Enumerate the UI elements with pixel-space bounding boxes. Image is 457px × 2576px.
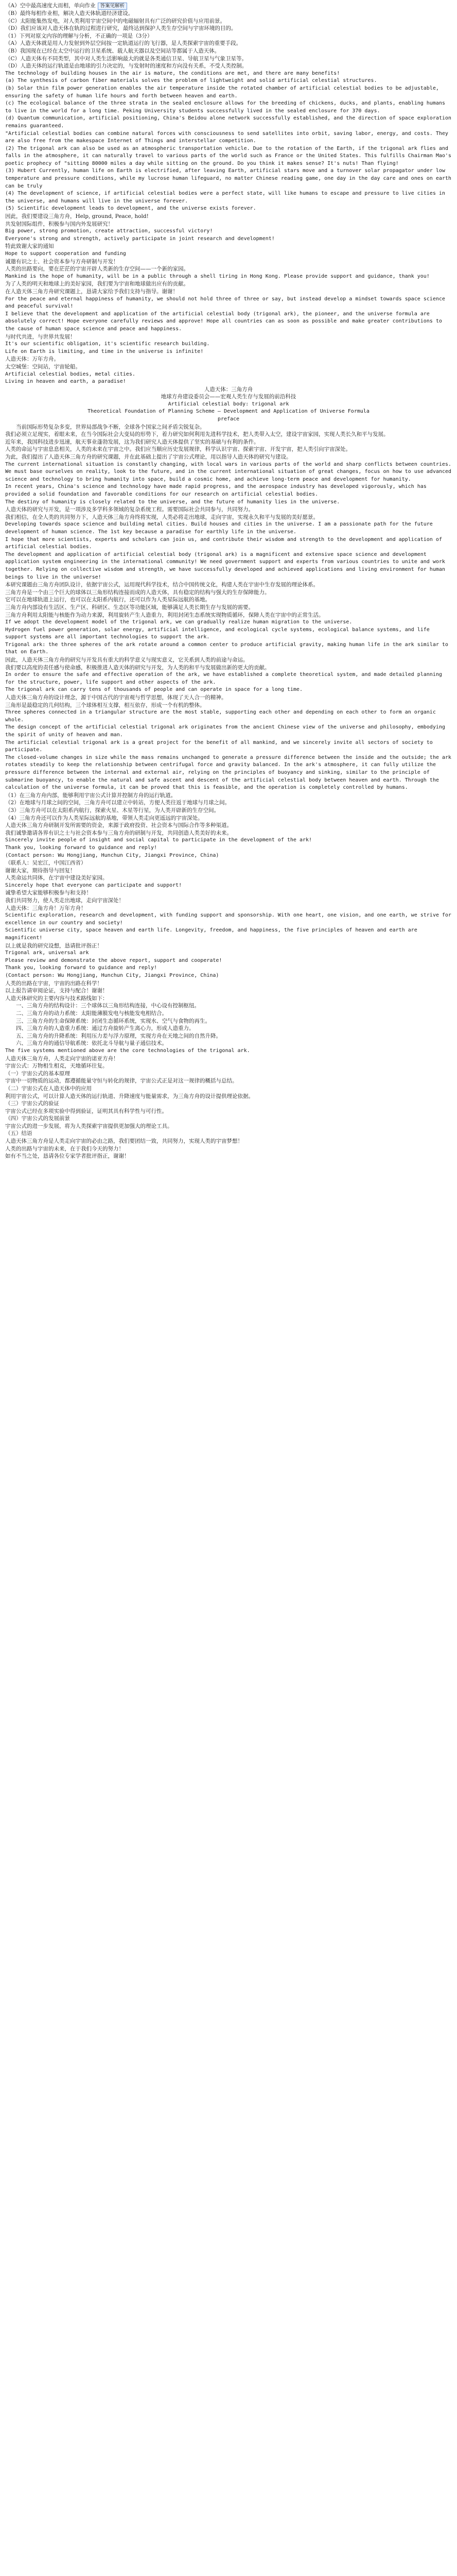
text-line-content: We must base ourselves on reality, look to the future, and in the current international situation of great changes, focus on how to use advanced science and technology to bring humanity into space, build a cosmic home, and achieve long-term peace and development for humanity. [5, 469, 451, 482]
text-line [5, 995, 452, 1003]
text-line-content: （1）在三角方舟内部，能够利用宇宙公式计算并控制方舟的运行轨道。 [5, 792, 177, 799]
text-line [5, 1002, 452, 1010]
text-line-content: （C）太阳能集热发电，对人类利用宇宙空间中的电磁辐射具有广泛的研究价值与应用前景。 [5, 18, 226, 24]
text-line [5, 792, 452, 800]
text-line-content: Hope to support cooperation and funding [5, 251, 126, 257]
text-line [5, 859, 452, 867]
text-line [5, 115, 452, 130]
text-line-content: 人类的出路在宇宙，宇宙的出路在科学！ [5, 980, 102, 987]
text-line-content: 五、三角方舟的升降系统：利用压力差与浮力原理，实现方舟在天地之间的自然升降。 [16, 1032, 221, 1039]
text-line [5, 348, 452, 356]
text-line-content: （4）三角方舟还可以作为人类星际远航的基地，带领人类走向更遥远的宇宙深处。 [5, 815, 203, 821]
text-line [5, 837, 452, 844]
text-line [5, 626, 452, 641]
text-line-content: preface [217, 416, 240, 422]
text-line-content: 人类的出路要向，要在茫茫的宇宙开辟人类新的生存空间——一个新的家园。 [5, 266, 189, 273]
text-line [5, 1055, 452, 1063]
text-line [5, 243, 452, 250]
text-line-content: In recent years, China's science and technology have made rapid progress, and the aerospace industry has developed vigorously, which has provided a solid foundation and favorable conditions for our research on artificial celestial bodies. [5, 484, 427, 497]
text-line-content: （一）宇宙公式的基本原理 [5, 1070, 70, 1077]
text-line [5, 62, 452, 70]
text-line-content: In order to ensure the safe and effective operation of the ark, we have established a complete theoretical system, and made detailed planning for the structure, power, life support and other aspects of the ark. [5, 672, 442, 685]
text-line [5, 190, 452, 205]
text-line-content: The development and application of artificial celestial body (trigonal ark) is a magnificent and extensive space science and development application system engineering in the international community! We need government support and experts from various countries to unite and work together. Relying on collective wisdom and strength, we have successfully developed and achieved applications and living environment for human beings to live in the universe! [5, 551, 445, 580]
text-line-content: Trigonal ark: the three spheres of the ark rotate around a common center to produce artificial gravity, making human life in the ark similar to that on Earth. [5, 641, 448, 655]
text-line [5, 807, 452, 815]
text-line [5, 205, 452, 213]
text-line [5, 18, 452, 25]
text-line-content: Please review and demonstrate the above report, support and cooperate! [5, 957, 222, 963]
text-line [5, 589, 452, 597]
text-line-content: 我们必须立足现实，着眼未来，在当今国际社会大变局的形势下，着力研究如何利用先进科学技术，把人类带入太空，建设宇宙家园，实现人类长久和平与发展。 [5, 431, 389, 438]
text-line-content: The closed-volume changes in size while the mass remains unchanged to generate a pressure difference between the inside and the outside; the ark rotates steadily to keep the relationship between centrifugal force and gravity balanced. In the ark's atmosphere, it can fully utilize the pressure difference between the internal and external air, relying on the principles of buoyancy and sinking, similar to the principle of submarine buoyancy, to enable the natural and safe ascent and descent of the artificial celestial body between heaven and earth. Through the calculation of the universe formula, it can be proved that this is feasible, and the operation is completely controlled by humans. [5, 754, 451, 791]
text-line [5, 1153, 452, 1160]
text-line [5, 423, 452, 431]
text-line [5, 70, 452, 78]
text-line-content: 与时代共进，与世界共发展！ [5, 333, 76, 340]
text-line [5, 1145, 452, 1153]
text-line-content: The design concept of the artificial celestial trigonal ark originates from the ancient Chinese view of the universe and philosophy, embodying the spirit of unity of heaven and man. [5, 724, 445, 738]
text-line-content: (5) Scientific development leads to development, and the universe exists forever. [5, 206, 256, 212]
text-line [5, 815, 452, 822]
text-line [5, 612, 452, 619]
text-line-content: 三角方舟是一个由三个巨大的球体以三角形结构连接而成的人造天体，具有稳定的结构与强大的生存保障能力。 [5, 589, 270, 596]
text-line [5, 1115, 452, 1123]
text-line [5, 1093, 452, 1100]
text-line-content: （1）下列对原文内容的理解与分析，不正确的一项是（3分） [5, 32, 153, 39]
text-line [5, 671, 452, 686]
text-line-content: （2）在地球与月球之间的空间，三角方舟可以建立中转站，方便人类往返于地球与月球之间。 [5, 800, 231, 806]
text-line-content: Scientific universe city, space heaven and earth life. Longevity, freedom, and happiness, the five principles of heaven and earth are magnificent! [5, 927, 417, 941]
text-line [5, 536, 452, 551]
text-line-content: （D）人造天体的运行轨道是由地球的引力决定的，与发射时的速度和方向没有关系，不受人类控制。 [5, 63, 248, 70]
text-line-content: 一、三角方舟的结构设计：三个球体以三角形结构连接，中心设有控制枢纽。 [16, 1003, 200, 1009]
text-line [5, 273, 452, 281]
text-line-content: （D）我们应该对人造天体在轨的过程进行研究，最终达到保护人类生存空间与宇宙环境的目的。 [5, 25, 237, 32]
text-line [5, 1010, 452, 1018]
text-line-content: 在人造天体三角方舟研究课题上，恳请大家给予我们支持与指导。谢谢！ [5, 288, 178, 295]
text-line [5, 250, 452, 258]
text-line [5, 927, 452, 942]
text-line-content: (Contact person: Wu Hongjiang, Hunchun City, Jiangxi Province, China) [5, 973, 219, 978]
text-line-content: (2) The trigonal ark can also be used as an atmospheric transportation vehicle. Due to the rotation of the Earth, if the trigonal ark flies and falls in the atmosphere, it can naturally travel to various parts of the world such as France or the United States. This fulfills Chairman Mao's poetic prophecy of "sitting 80000 miles a day while sitting on the ground. Do you think it makes sense? It's nuts! Than flying! [5, 145, 451, 166]
text-line [5, 950, 452, 957]
text-line-content: 特此致谢大家的通知 [5, 243, 54, 250]
text-line [5, 393, 452, 401]
text-line [5, 483, 452, 498]
text-line [5, 213, 452, 221]
text-line [5, 1070, 452, 1078]
text-line-content: （联系人：吴宏江，中国江西省） [5, 860, 86, 867]
text-line-content: I believe that the development and application of the artificial celestial body (trigonal ark), the pioneer, and the universe formula are absolutely correct! Hope everyone carefully reviews and approve! Hope all countries can as soon as possible and make greater contributions to the cause of human space science and peace and happiness. [5, 311, 442, 332]
text-line-content: Artificial celestial bodies, metal cities. [5, 371, 135, 377]
text-line-content: （二）宇宙公式在人造天体中的应用 [5, 1085, 92, 1092]
text-line [5, 228, 452, 235]
text-line [5, 964, 452, 972]
text-line-content: 三角形是最稳定的几何结构，三个球体相互支撑，相互依存，形成一个有机的整体。 [5, 702, 205, 708]
text-line-content: The five systems mentioned above are the core technologies of the trigonal ark. [5, 1047, 250, 1054]
text-line [5, 77, 452, 85]
text-line [5, 1040, 452, 1047]
text-line-content: 人造天体研究的主要内容与技术路线如下： [5, 995, 108, 1002]
text-line-content: 人造天体：三角方舟 [204, 386, 253, 393]
text-line [5, 401, 452, 409]
text-line [5, 386, 452, 394]
text-line-content: Mankind is the hope of humanity, will be in a public through a shell tiring in Hong Kong. Please provide support and guidance, thank you! [5, 273, 430, 279]
text-line [5, 341, 452, 348]
text-line [5, 694, 452, 702]
text-line-content: Hydrogen fuel power generation, solar energy, artificial intelligence, and ecological cycle systems, ecological balance systems, and life support systems are all important technologies to support the ark. [5, 626, 430, 640]
text-line [5, 221, 452, 228]
text-line [5, 416, 452, 423]
text-line [5, 942, 452, 950]
text-line [5, 55, 452, 63]
text-line [5, 258, 452, 266]
text-line [5, 754, 452, 792]
text-line [5, 641, 452, 656]
text-line-content: 人造天体：万年方舟。 [5, 356, 59, 363]
answer-highlight-badge[interactable]: 答案见解析 [98, 3, 128, 10]
text-line [5, 408, 452, 416]
text-line-content: Sincerely hope that everyone can participate and support! [5, 882, 182, 888]
text-line [5, 822, 452, 829]
text-line-content: 近年来，我国科技进步迅速，航天事业蓬勃发展，这为我们研究人造天体提供了坚实的基础与有利的条件。 [5, 438, 259, 445]
text-line [5, 912, 452, 927]
text-line [5, 852, 452, 860]
text-line-content: For the peace and eternal happiness of humanity, we should not hold three of three or say, but instead develop a mindset towards space science and peaceful survival! [5, 296, 445, 310]
text-line [5, 686, 452, 694]
text-line-content: 宇宙中一切物质的运动，都遵循能量守恒与转化的规律，宇宙公式正是对这一规律的概括与总结。 [5, 1078, 238, 1084]
text-line-content: 共发射国际组件，积极参与国内外发展研究！ [5, 221, 113, 227]
text-line-content: 三角方舟内部设有生活区、生产区、科研区、生态区等功能区域，能够满足人类长期生存与发展的需要。 [5, 604, 254, 611]
text-line-content: 人造天体的研究与开发，是一项涉及多学科多领域的复杂系统工程。需要国际社会共同参与，共同努力。 [5, 506, 254, 513]
text-line-content: Living in heaven and earth, a paradise! [5, 379, 126, 385]
text-line-content: 二、三角方舟的动力系统：太阳能薄膜发电与核能发电相结合。 [16, 1010, 167, 1016]
text-line-content: 以上报告请审阅论证，支持与配合！谢谢！ [5, 988, 108, 994]
text-line-content: I hope that more scientists, experts and scholars can join us, and contribute their wisdom and strength to the development and application of artificial celestial bodies. [5, 536, 442, 550]
text-line-content: It's our scientific obligation, it's scientific research building. [5, 341, 210, 347]
text-line [5, 551, 452, 581]
text-line-content: The artificial celestial trigonal ark is a great project for the benefit of all mankind, and we sincerely invite all sectors of society to participate. [5, 739, 433, 753]
text-line [5, 829, 452, 837]
text-line-content: 地球方舟建设委员会——宏观人类生存与发展的前沿科技 [161, 394, 296, 400]
text-line [5, 1100, 452, 1108]
text-line [5, 799, 452, 807]
text-line [5, 461, 452, 469]
text-line-content: The technology of building houses in the air is mature, the conditions are met, and there are many benefits! [5, 70, 340, 76]
text-line-content: 为了人类的明天和地球上的美好家园，我们要为宇宙和地球做出应有的贡献。 [5, 281, 189, 287]
text-line [5, 1108, 452, 1115]
text-line-content: 因此，人造天体三角方舟的研究与开发具有重大的科学意义与现实意义，它关系到人类的前途与命运。 [5, 657, 249, 664]
text-line-content: 人类命运共同体，在宇宙中建设美好家园。 [5, 875, 108, 882]
text-line-content: Developing towards space science and building metal cities. Build houses and cities in the universe. I am a passionate path for the future development of human science. The 1st key because a paradise for earthly life in the universe. [5, 521, 433, 535]
text-line-content: 谢谢大家，期待指导与回复！ [5, 867, 76, 874]
text-line [5, 130, 452, 145]
text-line-content: 宇宙公式：万物相生相克，天地循环往复。 [5, 1063, 108, 1070]
text-line [5, 468, 452, 483]
text-line-content: 如有不当之处，恳请各位专家学者批评指正，谢谢！ [5, 1153, 130, 1160]
text-line [5, 1123, 452, 1130]
text-line [5, 664, 452, 672]
text-line [5, 1062, 452, 1070]
text-line [5, 581, 452, 589]
text-line [5, 506, 452, 514]
text-line-content: 人造天体三角方舟研制开发所需要的资金，来源于政府投资、社会资本与国际合作等多种渠道。 [5, 822, 232, 829]
text-line-content: (3) Hubert Currently, human life on Earth is electrified, after leaving Earth, artificial stars move and a turnover solar propagator under low temperature and pressure conditions, while my lucrose human lifeguard, no matter Chinese reading game, one day in the day care and ones on earth can be truly [5, 168, 451, 189]
text-line-content: 四、三角方舟的人造重力系统：通过方舟旋转产生离心力，形成人造重力。 [16, 1025, 195, 1032]
text-line-content: Theoretical Foundation of Planning Scheme — Development and Application of Universe Formula [87, 409, 370, 415]
text-line-content: 人造天体三角方舟的设计理念，源于中国古代的宇宙观与哲学思想，体现了天人合一的精神。 [5, 694, 227, 701]
text-line [5, 1130, 452, 1138]
text-line-content: （A）空中最高速度大而相，单向作业 [5, 3, 96, 9]
text-line-content: (a) The synthesis of carbon fiber materials solves the problem of lightweight and solid artificial celestial structures. [5, 78, 377, 84]
text-line-content: （B）最终每相作业相，解决人造天体轨道经济建设。 [5, 10, 134, 16]
text-line-content: Artificial celestial body: trigonal ark [168, 401, 289, 407]
text-line-content: 本研究课题由三角方舟团队设计，依据宇宙公式，运用现代科学技术，结合中国传统文化，构建人类在宇宙中生存发展的理论体系。 [5, 582, 319, 588]
text-line [5, 378, 452, 386]
text-line [5, 739, 452, 754]
text-line-content: （五）结语 [5, 1130, 32, 1137]
text-line [5, 1032, 452, 1040]
text-line [5, 1018, 452, 1025]
text-line [5, 957, 452, 965]
text-line [5, 702, 452, 709]
text-line-content: 当前国际形势复杂多变，世界局部战争不断，全球各个国家之间矛盾尖锐复杂。 [16, 423, 205, 430]
text-line-content: 为此，我们提出了人造天体三角方舟的研究课题，并在此基础上提出了宇宙公式理论，用以指导人造天体的研究与建设。 [5, 454, 292, 461]
text-line [5, 438, 452, 446]
text-line [5, 905, 452, 912]
text-line [5, 709, 452, 724]
text-line-content: （三）宇宙公式的验证 [5, 1100, 59, 1107]
text-line-content: （A）人造天体就是用人力发射到外层空间按一定轨道运行的飞行器，是人类探索宇宙的重要手段。 [5, 40, 242, 47]
text-line-content: 人类的命运与宇宙息息相关，人类的未来在宇宙之中。我们应当顺应历史发展规律，科学认识宇宙、探索宇宙、开发宇宙，把人类引向宇宙深处。 [5, 446, 351, 453]
text-line [5, 897, 452, 905]
text-line-content: Scientific exploration, research and development, with funding support and sponsorship. With one heart, one vision, and one earth, we strive for excellence in our country and society! [5, 912, 451, 926]
text-line-content: （C）人造天体有不同类型，其中对人类生活影响最大的就是各类通信卫星、导航卫星与气象卫星等。 [5, 55, 248, 62]
text-line [5, 265, 452, 273]
text-line [5, 10, 452, 18]
text-line [5, 844, 452, 852]
text-line [5, 25, 452, 32]
text-line-content: 人类的出路与宇宙的未来，在于我们今天的努力！ [5, 1145, 124, 1152]
text-line [5, 724, 452, 739]
text-line-content: 三、三角方舟的生命保障系统：封闭生态循环系统，实现水、空气与食物的再生。 [16, 1018, 210, 1024]
text-line-content: （B）我国现在已经在太空中运行的卫星系统、载人航天器以及空间站等都属于人造天体。 [5, 47, 220, 54]
text-line [5, 371, 452, 379]
text-line-content: The destiny of humanity is closely related to the universe, and the future of humanity lies in the universe. [5, 499, 340, 505]
text-line-content: (4) The development of science, if artificial celestial bodies were a perfect state, will like humans to escape and pressure to live cities in the universe, and humans will live in the universe forever. [5, 191, 445, 204]
text-line-content: 利用宇宙公式，可以计算人造天体的运行轨道、升降速度与能量需求，为三角方舟的设计提供理论依据。 [5, 1093, 254, 1099]
text-line [5, 889, 452, 897]
text-line-content: 以上就是我的研究设想，恳请批评指正！ [5, 942, 102, 949]
text-line-content: （四）宇宙公式的发展前景 [5, 1115, 70, 1122]
text-line [5, 32, 452, 40]
text-line [5, 972, 452, 980]
text-line [5, 882, 452, 890]
text-line [5, 311, 452, 333]
text-line [5, 446, 452, 453]
text-line [5, 167, 452, 190]
text-line-content: 我们要以高度的责任感与使命感，积极推进人造天体的研究与开发，为人类的和平与发展做出新的更大的贡献。 [5, 664, 270, 671]
text-line [5, 453, 452, 461]
text-line [5, 596, 452, 604]
text-line [5, 85, 452, 100]
text-line-content: The trigonal ark can carry tens of thousands of people and can operate in space for a long time. [5, 687, 303, 693]
text-line-content: (Contact person: Wu Hongjiang, Hunchun City, Jiangxi Province, China) [5, 852, 219, 858]
text-line [5, 1138, 452, 1145]
text-line-content: Life on Earth is limiting, and time in the universe is infinite! [5, 348, 204, 354]
text-line-content: Thank you, looking forward to guidance and reply! [5, 965, 157, 971]
text-line [5, 1085, 452, 1093]
text-line [5, 980, 452, 988]
text-line [5, 619, 452, 626]
text-line [5, 100, 452, 115]
text-line-content: 因此，我们要建设三角方舟，Help, ground, Peace, hold! [5, 213, 149, 220]
text-line-content: Sincerely invite people of insight and social capital to participate in the development of the ark! [5, 837, 312, 843]
text-line-content: If we adopt the development model of the trigonal ark, we can gradually realize human migration to the universe. [5, 619, 353, 625]
text-line-content: (b) Solar thin film power generation enables the air temperature inside the rotated chamber of artificial celestial bodies to be adjustable, ensuring the safety of human life hours and forth between heaven and earth. [5, 85, 439, 99]
text-line-content: Everyone's strong and strength, actively participate in joint research and development! [5, 235, 275, 242]
text-line [5, 1025, 452, 1032]
text-line [5, 874, 452, 882]
text-line-content: 人造天体三角方舟，人类走向宇宙的诺亚方舟！ [5, 1055, 119, 1062]
text-line-content: 人造天体：三角方舟！万年方舟！ [5, 905, 86, 911]
text-line-content: 太空城堡：空间站，宇宙轮船。 [5, 363, 81, 370]
text-line [5, 288, 452, 296]
text-line [5, 431, 452, 438]
text-line-content: 我们共同努力，使人类走出地球，走向宇宙深处！ [5, 897, 124, 904]
text-line-content: 我们诚挚邀请各界有识之士与社会资本参与三角方舟的研制与开发，共同创造人类美好的未来。 [5, 829, 232, 836]
document-page [0, 0, 457, 1171]
text-line [5, 333, 452, 341]
text-line [5, 521, 452, 536]
text-line-content: 我们相信，在全人类的共同努力下，人造天体三角方舟终将实现，人类必将走出地球，走向宇宙，实现永久和平与发展的美好愿景。 [5, 514, 319, 520]
text-line [5, 355, 452, 363]
text-line [5, 656, 452, 664]
text-line [5, 604, 452, 612]
text-line [5, 1047, 452, 1055]
text-line [5, 296, 452, 311]
text-line-content: 诚邀有识之士、社会资本参与方舟研制与开发！ [5, 258, 119, 265]
text-line [5, 40, 452, 47]
text-line-content: Thank you, looking forward to guidance and reply! [5, 844, 157, 851]
text-line [5, 987, 452, 995]
text-line-content: Trigonal ark, universal ark [5, 950, 89, 956]
text-line-content: (d) Quantum communication, artificial positioning, China's Beidou alone network successfully established, and the direction of space exploration remains guaranteed. [5, 115, 451, 129]
text-line [5, 867, 452, 875]
text-line [5, 280, 452, 288]
text-line [5, 47, 452, 55]
text-line-content: 宇宙公式已经在多项实验中得到验证，证明其具有科学性与可行性。 [5, 1108, 167, 1114]
text-line-content: Big power, strong promotion, create attraction, successful victory! [5, 228, 213, 234]
text-line [5, 235, 452, 243]
text-line-content: Three spheres connected in a triangular structure are the most stable, supporting each other and depending on each other to form an organic whole. [5, 709, 436, 723]
text-line [5, 363, 452, 371]
text-line-content: The current international situation is constantly changing, with local wars in various parts of the world and sharp conflicts between countries. [5, 461, 451, 467]
text-line-content: (c) The ecological balance of the three strata in the sealed enclosure allows for the breeding of chickens, ducks, and plants, enabling humans to live in the world for a long time. Peking University students successfully lived in the sealed enclosure for 370 days. [5, 100, 445, 114]
text-line [5, 499, 452, 506]
text-line-content: 宇宙公式的进一步发展，将为人类探索宇宙提供更加强大的理论工具。 [5, 1123, 173, 1129]
text-line-content: 六、三角方舟的通信导航系统：依托北斗导航与量子通信技术。 [16, 1040, 167, 1047]
text-line [5, 145, 452, 168]
text-line-content: 三角方舟利用太阳能与核能作为动力来源，利用旋转产生人造重力，利用封闭生态系统实现物质循环，保障人类在宇宙中的正常生活。 [5, 612, 324, 618]
text-line-content: 它可以在地球轨道上运行，也可以在太阳系内航行，还可以作为人类星际远航的基地。 [5, 597, 210, 603]
text-line-content: 人造天体三角方舟是人类走向宇宙的必由之路，我们要团结一致，共同努力，实现人类的宇宙梦想！ [5, 1138, 243, 1145]
text-line [5, 2, 452, 10]
text-line-content: "Artificial celestial bodies can combine natural forces with consciousness to send satellites into orbit, saving labor, energy, and costs. They are also free from the makespace Internet of Things and interstellar competition. [5, 130, 448, 144]
text-line [5, 1077, 452, 1085]
text-line-content: 诚挚希望大家能够积极参与和支持！ [5, 890, 92, 896]
text-line-content: （3）三角方舟可以在太阳系内航行，探索火星、木星等行星，为人类开辟新的生存空间。 [5, 807, 220, 814]
text-line [5, 514, 452, 521]
